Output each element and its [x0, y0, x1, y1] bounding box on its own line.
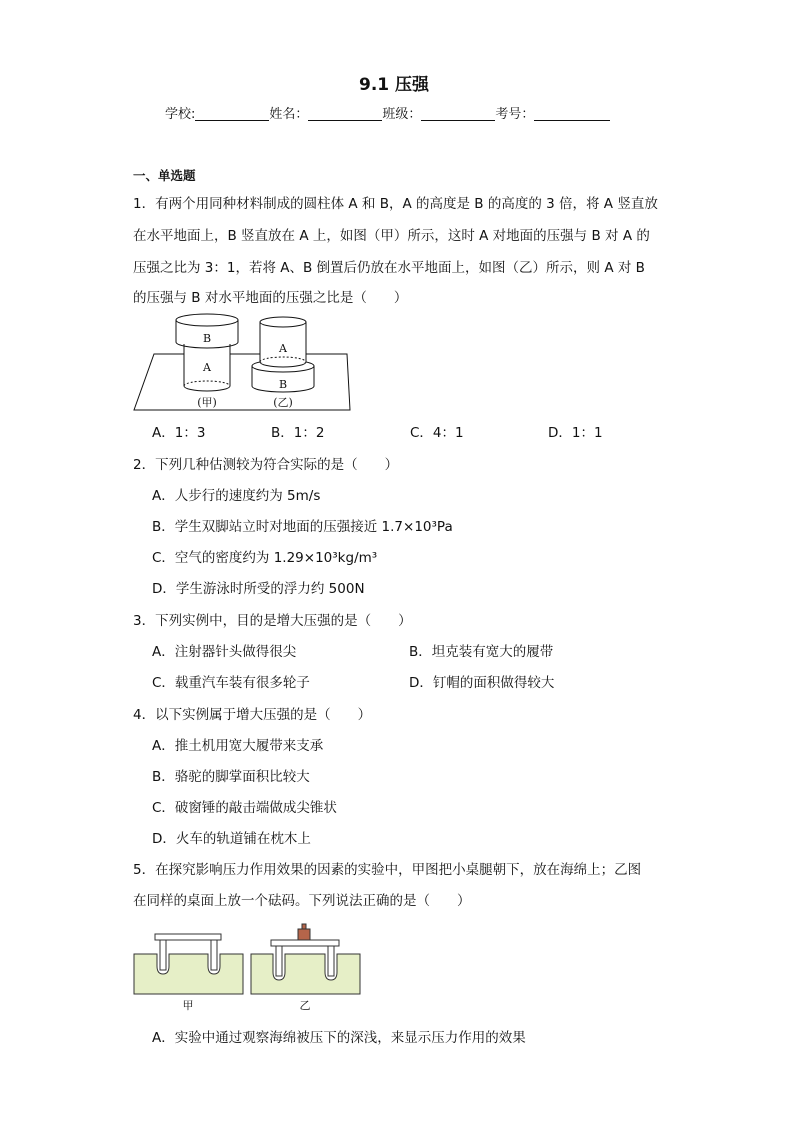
q2-option-a[interactable]: A．人步行的速度约为 5m/s — [152, 488, 321, 504]
q1-option-b[interactable]: B．1：2 — [271, 425, 325, 441]
q2-option-c[interactable]: C．空气的密度约为 1.29×10³kg/m³ — [152, 550, 378, 566]
q4-option-d[interactable]: D．火车的轨道铺在枕木上 — [152, 831, 311, 847]
q3-option-b[interactable]: B．坦克装有宽大的履带 — [409, 644, 554, 660]
sponge-jia — [134, 954, 243, 994]
table-leg-yi-left — [276, 946, 282, 976]
class-label: 班级： — [382, 107, 422, 122]
fig5-caption-jia: 甲 — [182, 999, 194, 1012]
table-top-jia — [155, 934, 221, 940]
weight-knob — [302, 924, 306, 929]
school-label: 学校: — [165, 107, 196, 122]
table-top-yi — [271, 940, 339, 946]
q1-option-a[interactable]: A．1：3 — [152, 425, 206, 441]
q2-option-b[interactable]: B．学生双脚站立时对地面的压强接近 1.7×10³Pa — [152, 519, 453, 535]
fig1-label-a-top: A — [279, 342, 287, 355]
number-label: 考号： — [495, 107, 535, 122]
school-blank[interactable] — [195, 106, 269, 121]
name-label: 姓名： — [269, 107, 309, 122]
student-info-line — [165, 103, 610, 122]
q4-option-a[interactable]: A．推土机用宽大履带来支承 — [152, 738, 324, 754]
class-blank[interactable] — [421, 106, 495, 121]
q1-option-c[interactable]: C．4：1 — [410, 425, 464, 441]
q3-stem: 3．下列实例中，目的是增大压强的是（ ） — [133, 613, 412, 629]
fig1-caption-jia: (甲) — [197, 396, 217, 409]
q2-stem: 2．下列几种估测较为符合实际的是（ ） — [133, 457, 399, 473]
table-leg-jia-right — [211, 940, 217, 970]
section-heading: 一、单选题 — [133, 168, 196, 183]
fig1-label-a-bottom: A — [203, 361, 211, 374]
q4-option-c[interactable]: C．破窗锤的敲击端做成尖锥状 — [152, 800, 337, 816]
q5-line-2: 在同样的桌面上放一个砝码。下列说法正确的是（ ） — [133, 893, 471, 909]
q3-option-a[interactable]: A．注射器针头做得很尖 — [152, 644, 297, 660]
fig1-caption-yi: (乙) — [273, 396, 293, 409]
q5-option-a[interactable]: A．实验中通过观察海绵被压下的深浅，来显示压力作用的效果 — [152, 1030, 526, 1046]
table-leg-jia-left — [160, 940, 166, 970]
q1-line-4: 的压强与 B 对水平地面的压强之比是（ ） — [133, 290, 408, 306]
fig1-label-b-top: B — [202, 332, 212, 345]
table-leg-yi-right — [328, 946, 334, 976]
q4-stem: 4．以下实例属于增大压强的是（ ） — [133, 707, 372, 723]
q4-option-b[interactable]: B．骆驼的脚掌面积比较大 — [152, 769, 310, 785]
sponge-yi — [251, 954, 360, 994]
fig1-label-b-bottom: B — [278, 378, 288, 391]
q1-line-3: 压强之比为 3：1，若将 A、B 倒置后仍放在水平地面上，如图（乙）所示，则 A 对 B — [133, 260, 645, 276]
weight-icon — [298, 929, 310, 940]
q1-option-d[interactable]: D．1：1 — [548, 425, 603, 441]
q1-cylinder-figure — [132, 310, 362, 415]
q3-option-d[interactable]: D．钉帽的面积做得较大 — [409, 675, 555, 691]
q1-line-2: 在水平地面上，B 竖直放在 A 上，如图（甲）所示，这时 A 对地面的压强与 B 对 A 的 — [133, 228, 650, 244]
number-blank[interactable] — [534, 106, 610, 121]
q5-sponge-figure — [133, 922, 363, 1014]
page-title: 9.1 压强 — [359, 75, 430, 95]
q5-line-1: 5．在探究影响压力作用效果的因素的实验中，甲图把小桌腿朝下，放在海绵上；乙图 — [133, 862, 642, 878]
fig5-caption-yi: 乙 — [299, 999, 311, 1012]
name-blank[interactable] — [308, 106, 382, 121]
q2-option-d[interactable]: D．学生游泳时所受的浮力约 500N — [152, 581, 365, 597]
q1-line-1: 1．有两个用同种材料制成的圆柱体 A 和 B，A 的高度是 B 的高度的 3 倍，将 A 竖直放 — [133, 196, 658, 212]
q3-option-c[interactable]: C．载重汽车装有很多轮子 — [152, 675, 310, 691]
